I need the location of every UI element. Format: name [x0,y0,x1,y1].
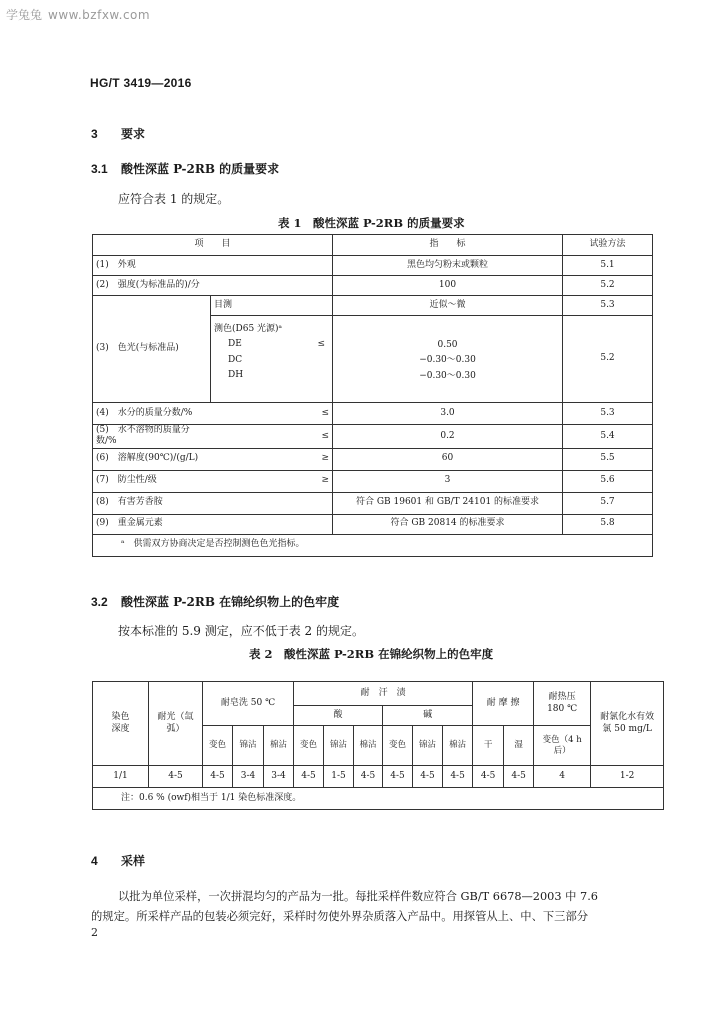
header-alkali-nylon: 锦沾 [413,726,443,766]
cell-value: 符合 GB 20814 的标准要求 [333,514,563,534]
header-item: 项 目 [93,235,333,256]
cell-item: (4) 水分的质量分数/% [93,403,211,425]
header-method: 试验方法 [563,235,653,256]
header-wash-nylon: 锦沾 [233,726,264,766]
section-3-2-heading [91,593,339,610]
section-3-heading [91,125,145,142]
table-1-caption: 表 1 酸性深蓝 P-2RB 的质量要求 [278,216,465,230]
table-row [93,470,653,492]
watermark [6,6,150,23]
header-chlorine-label: 耐氯化水有效氯 50 mg/L [600,712,655,734]
cell-method: 5.6 [563,470,653,492]
table-row [93,492,653,514]
cell-item: (3) 色光(与标准品) [93,296,211,403]
section-number: 4 [91,854,98,868]
cell-method: 5.2 [563,316,653,403]
de-value: 0.50 [437,340,458,350]
cell-acid-change: 4-5 [294,766,324,788]
cell-value-colorimetry [333,316,563,403]
header-acid: 酸 [294,706,383,726]
cell-method: 5.3 [563,403,653,425]
cell-value: 3 [333,470,563,492]
cell-dry: 4-5 [473,766,504,788]
cell-method: 5.4 [563,425,653,449]
table-row-header [93,235,653,256]
table-2-caption: 表 2 酸性深蓝 P-2RB 在锦纶织物上的色牢度 [249,647,494,661]
header-acid-nylon: 锦沾 [324,726,354,766]
cell-method: 5.5 [563,448,653,470]
table-row [93,514,653,534]
cell-method: 5.7 [563,492,653,514]
header-wash-cotton: 棉沾 [264,726,294,766]
header-alkali-cotton: 棉沾 [443,726,473,766]
section-3-1-text: 应符合表 1 的规定。 [118,192,230,206]
header-alkali-change: 变色 [383,726,413,766]
watermark-url: www.bzfxw.com [48,8,151,22]
header-light-label: 耐光（氙弧） [157,712,194,734]
cell-value: 100 [333,276,563,296]
cell-alkali-nylon: 4-5 [413,766,443,788]
table-row [93,276,653,296]
cell-method: 5.2 [563,276,653,296]
section-title: 酸性深蓝 P-2RB 的质量要求 [121,162,280,176]
section-title: 酸性深蓝 P-2RB 在锦纶织物上的色牢度 [121,595,340,609]
cell-sub-item-colorimetry [211,316,333,403]
table-row [93,448,653,470]
cell-value: 60 [333,448,563,470]
header-alkali: 碱 [383,706,473,726]
cell-hot-press: 4 [534,766,591,788]
cell-acid-nylon: 1-5 [324,766,354,788]
dh-value: −0.30～0.30 [419,370,476,381]
cell-acid-cotton: 4-5 [354,766,383,788]
de-label: DE [228,339,242,350]
header-depth [93,682,149,766]
cell-value: 3.0 [333,403,563,425]
cell-alkali-cotton: 4-5 [443,766,473,788]
header-hot-press-change-label: 变色（4 h 后） [542,734,582,756]
section-number: 3 [91,127,98,141]
dh-label: DH [228,369,244,380]
header-wash: 耐皂洗 50 ℃ [203,682,294,726]
cell-method: 5.1 [563,256,653,276]
table-row [93,425,653,449]
cell-wash-nylon: 3-4 [233,766,264,788]
cell-item: (5) 水不溶物的质量分数/% [93,425,211,449]
table-row [93,256,653,276]
cell-depth: 1/1 [93,766,149,788]
cell-item: (9) 重金属元素 [93,514,333,534]
cell-value: 0.2 [333,425,563,449]
header-sweat: 耐 汗 渍 [294,682,473,706]
cell-wet: 4-5 [504,766,534,788]
section-4-text-line-1: 以批为单位采样，一次拼混均匀的产品为一批。每批采样件数应符合 GB/T 6678—2003 中 7.6 [118,890,598,903]
section-title: 采样 [121,854,146,868]
table-footnote-row [93,534,653,556]
header-wet: 湿 [504,726,534,766]
cell-wash-change: 4-5 [203,766,233,788]
colorimetry-label: 测色(D65 光源)ᵃ [214,324,283,334]
section-4-text-line-2: 的规定。所采样产品的包装必须完好，采样时勿使外界杂质落入产品中。用探管从上、中、下三部分 [91,910,589,923]
cell-alkali-change: 4-5 [383,766,413,788]
cell-wash-cotton: 3-4 [264,766,294,788]
cell-sub-item: 目测 [211,296,333,316]
header-acid-cotton: 棉沾 [354,726,383,766]
cell-item: (6) 溶解度(90℃)/(g/L) [93,448,211,470]
header-rubbing: 耐 摩 擦 [473,682,534,726]
cell-mark: ≤ [211,403,333,425]
watermark-site-name: 学兔兔 [6,8,43,22]
section-title: 要求 [121,127,146,141]
table-row [93,766,664,788]
cell-mark: ≤ [211,425,333,449]
header-dry: 干 [473,726,504,766]
table-row-header [93,682,664,706]
table-row [93,403,653,425]
cell-method: 5.8 [563,514,653,534]
cell-mark: ≥ [211,470,333,492]
section-4-heading [91,852,145,869]
table-row [93,296,653,316]
header-hot-press [534,682,591,726]
table-note: 注：0.6 % (owf)相当于 1/1 染色标准深度。 [93,788,664,810]
cell-value: 黑色均匀粉末或颗粒 [333,256,563,276]
header-acid-change: 变色 [294,726,324,766]
dc-label: DC [228,354,243,365]
cell-mark: ≥ [211,448,333,470]
table-note-row [93,788,664,810]
cell-method: 5.3 [563,296,653,316]
header-wash-change: 变色 [203,726,233,766]
cell-light: 4-5 [149,766,203,788]
cell-item: (7) 防尘性/级 [93,470,211,492]
header-hot-press-label: 耐热压 180 ℃ [547,692,578,714]
header-hot-press-change [534,726,591,766]
header-light [149,682,203,766]
header-index: 指 标 [333,235,563,256]
cell-value: 近似～微 [333,296,563,316]
cell-item: (2) 强度(为标准品的)/分 [93,276,333,296]
cell-item: (1) 外观 [93,256,333,276]
dc-value: −0.30～0.30 [419,355,476,366]
cell-chlorine: 1-2 [591,766,664,788]
table-1 [92,234,653,557]
standard-number: HG/T 3419—2016 [90,76,192,90]
de-mark: ≤ [317,339,326,350]
header-depth-label: 染色深度 [111,712,130,734]
page-number: 2 [91,926,98,939]
section-3-1-heading [91,160,279,177]
table-2 [92,681,664,810]
section-number: 3.1 [91,162,108,176]
header-chlorine [591,682,664,766]
table-footnote: ᵃ 供需双方协商决定是否控制测色色光指标。 [93,534,653,556]
section-3-2-text: 按本标准的 5.9 测定，应不低于表 2 的规定。 [118,624,364,638]
cell-value: 符合 GB 19601 和 GB/T 24101 的标准要求 [333,492,563,514]
cell-item: (8) 有害芳香胺 [93,492,333,514]
section-number: 3.2 [91,595,108,609]
